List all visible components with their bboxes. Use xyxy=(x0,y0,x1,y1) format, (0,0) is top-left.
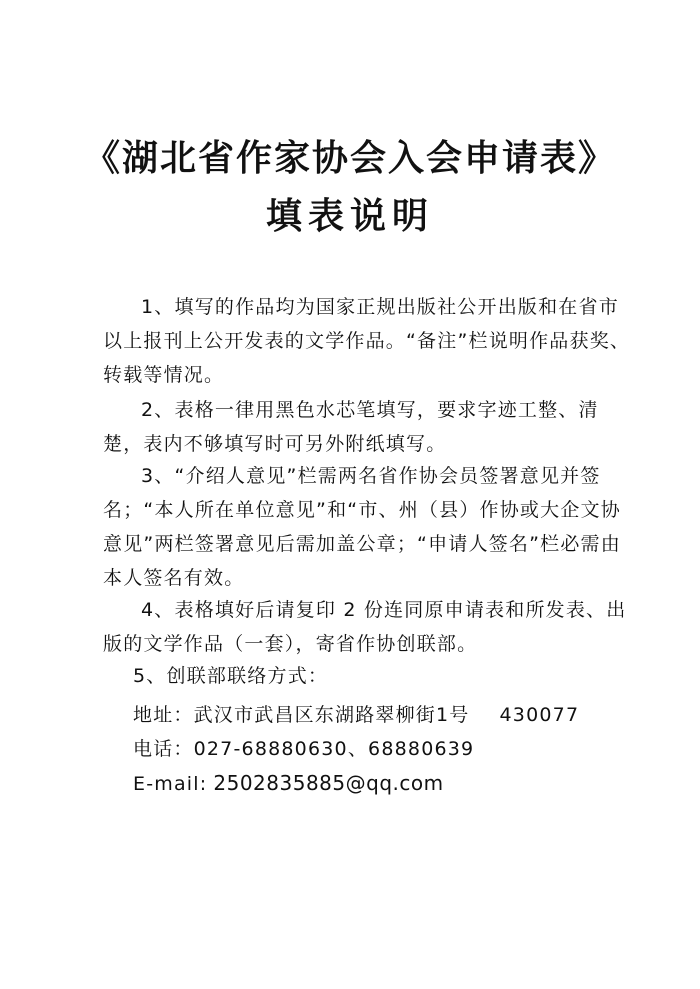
phone-label: 电话： xyxy=(133,738,194,760)
instruction-item-1: 1、填写的作品均为国家正规出版社公开出版和在省市以上报刊上公开发表的文学作品。“备注”栏说明作品获奖、转载等情况。 xyxy=(103,296,631,386)
email-value[interactable]: 2502835885@qq.com xyxy=(213,771,444,795)
contact-address-row xyxy=(103,698,661,732)
address-label: 地址： xyxy=(133,704,194,726)
instruction-item-2: 2、表格一律用黑色水芯笔填写，要求字迹工整、清楚，表内不够填写时可另外附纸填写。 xyxy=(103,399,599,455)
contact-email-row xyxy=(103,766,661,801)
instruction-item-3: 3、“介绍人意见”栏需两名省作协会员签署意见并签名；“本人所在单位意见”和“市、州（县）作协或大企文协意见”两栏签署意见后需加盖公章；“申请人签名”栏必需由本人签名有效。 xyxy=(103,465,621,589)
phone-value: 027-68880630、68880639 xyxy=(193,738,475,760)
document-title: 《湖北省作家协会入会申请表》 xyxy=(83,138,616,179)
contact-heading: 5、创联部联络方式： xyxy=(133,665,329,687)
contact-phone-row xyxy=(103,732,661,766)
email-label: E-mail: xyxy=(133,773,208,795)
address-value: 武汉市武昌区东湖路翠柳街1号 xyxy=(193,704,470,726)
postcode-value: 430077 xyxy=(499,704,580,726)
instruction-item-4: 4、表格填好后请复印 2 份连同原申请表和所发表、出版的文学作品（一套），寄省作协创联部。 xyxy=(103,599,627,655)
document-subtitle: 填表说明 xyxy=(265,196,434,237)
